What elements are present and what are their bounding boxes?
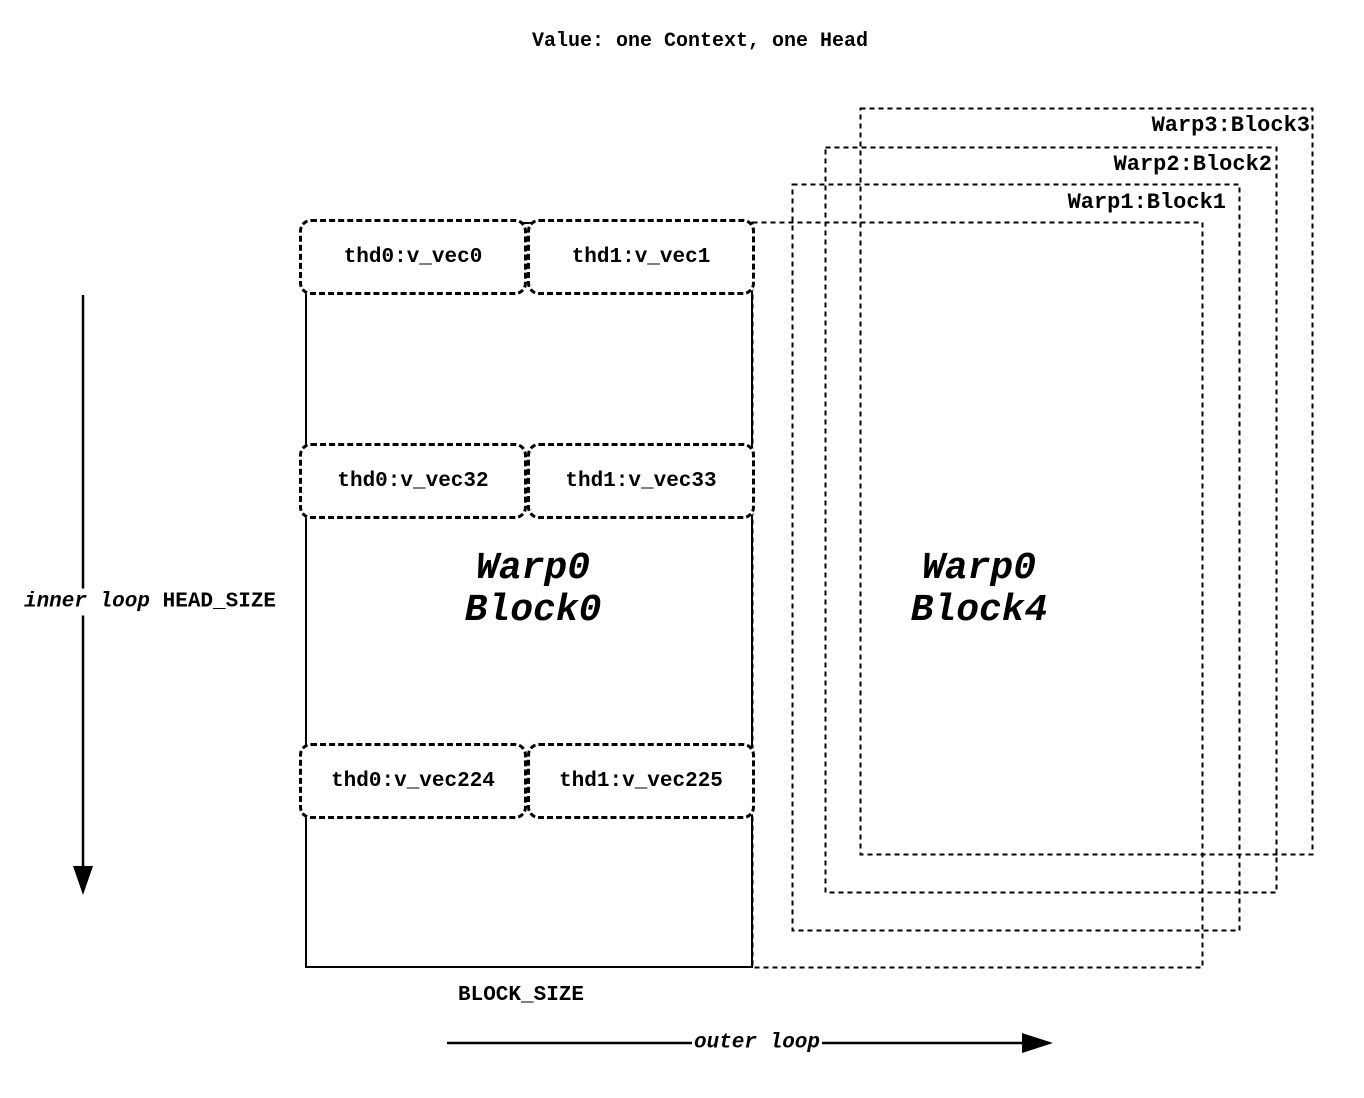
warp3-block3-label: Warp3:Block3	[1151, 113, 1310, 138]
head-size-text: HEAD_SIZE	[162, 590, 277, 614]
warp0-block4-label	[911, 548, 1048, 632]
warp1-block1-label: Warp1:Block1	[1067, 190, 1226, 215]
inner-loop-axis-label	[24, 589, 276, 616]
thd1-vec33-box: thd1:v_vec33	[527, 443, 755, 519]
block-size-label: BLOCK_SIZE	[457, 984, 585, 1007]
warp0-block0-label-line1: Warp0	[475, 547, 591, 590]
thd0-vec0-box: thd0:v_vec0	[299, 219, 527, 295]
vector-row-1	[299, 443, 755, 519]
warp2-block2-box	[826, 148, 1277, 893]
vector-row-0	[299, 219, 755, 295]
vector-row-2	[299, 743, 755, 819]
warp0-block0-label	[465, 548, 602, 632]
axis-label-space	[150, 591, 163, 614]
thd0-vec224-box: thd0:v_vec224	[299, 743, 527, 819]
warp0-block4-label-line1: Warp0	[921, 547, 1037, 590]
diagram-title: Value: one Context, one Head	[531, 30, 869, 53]
thd1-vec225-box: thd1:v_vec225	[527, 743, 755, 819]
thd1-vec1-box: thd1:v_vec1	[527, 219, 755, 295]
thd0-vec32-box: thd0:v_vec32	[299, 443, 527, 519]
outer-loop-axis-label: outer loop	[693, 1031, 821, 1055]
warp0-block0-label-line2: Block0	[464, 588, 602, 632]
warp3-block3-box	[861, 109, 1313, 855]
warp2-block2-label: Warp2:Block2	[1113, 152, 1272, 177]
inner-loop-text: inner loop	[23, 590, 150, 614]
warp0-block4-label-line2: Block4	[910, 588, 1048, 632]
